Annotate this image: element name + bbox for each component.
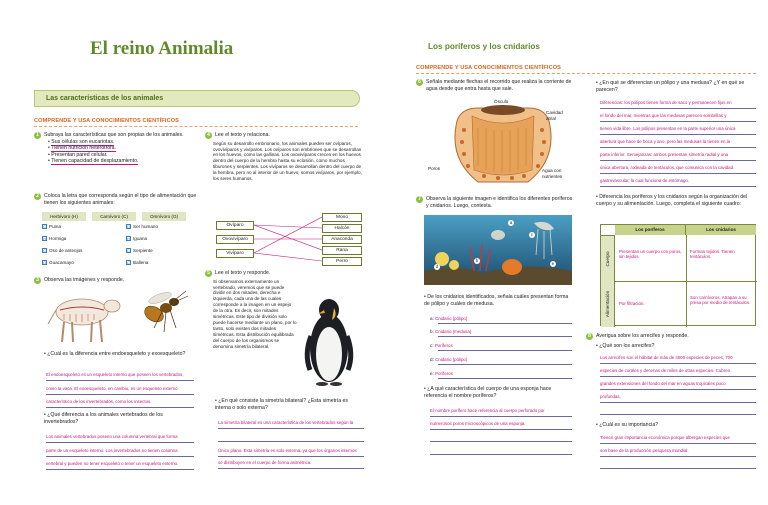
list-item: d: Cnidario (pólipo) <box>430 357 468 362</box>
list-item: • Tienen capacidad de desplazamiento. <box>48 158 139 165</box>
question-7a: • De los cnidarios identificados, señala cuáles presentan forma de pólipo y cuáles de medusa. <box>424 294 569 307</box>
answer-line: El endoesqueleto es un esqueleto interno que poseen los vertebrados, <box>46 372 184 377</box>
list-item: e: Poríferos <box>430 371 453 376</box>
answer-rule <box>46 407 194 408</box>
answer-rule <box>46 456 194 457</box>
question-2 <box>34 193 202 206</box>
answer-line: Los arrecifes son el hábitat de más de 4000 especies de peces, 700 <box>600 355 733 360</box>
answer-line: como la vaca. El exoesqueleto, en cambio, es un esqueleto externo <box>46 386 178 391</box>
row-label: Alimentación <box>605 290 610 318</box>
animal-item: H Iguana <box>127 236 148 242</box>
match-right-item[interactable]: Perro <box>322 257 362 266</box>
question-text: Señala mediante flechas el recorrido que realiza la corriente de agua desde que entra hasta que sale. <box>426 79 572 92</box>
table-header: Los poríferos <box>615 225 686 235</box>
row-label-cell <box>601 281 615 327</box>
table-cell: Forman tejidos. Tienen tentáculos. <box>690 249 735 260</box>
row-divider <box>601 281 757 282</box>
question-8a: • ¿En qué se diferencian un pólipo y una medusa? ¿Y en qué se parecen? <box>596 80 745 93</box>
heading-rule <box>34 126 358 127</box>
table-cell: Por filtración. <box>619 301 645 306</box>
question-7b: • ¿A qué característica del cuerpo de una esponja hace referencia el nombre poríferos? <box>424 386 552 399</box>
row-label-cell <box>601 235 615 281</box>
question-3 <box>34 277 124 284</box>
section-heading: COMPRENDE Y USA CONOCIMIENTOS CIENTÍFICOS <box>34 118 179 124</box>
diagram-label-cavidad: Cavidad atrial <box>546 110 563 121</box>
question-text: Lee el texto y responde. <box>215 270 271 276</box>
answer-line: Diferencias: los pólipos tienen forma de saco y permanecen fijos en <box>600 100 732 105</box>
question-5a: • ¿En qué consiste la simetría bilateral? ¿Esta simetría es interna o solo externa? <box>215 398 349 411</box>
question-6 <box>416 79 591 92</box>
animal-item: C Ballena <box>127 260 149 266</box>
answer-rule <box>600 468 756 469</box>
answer-rule <box>600 121 756 122</box>
photo-label-d: d <box>435 264 439 269</box>
photo-label-a: a <box>509 220 513 225</box>
answer-rule <box>600 456 756 457</box>
question-5 <box>205 270 295 349</box>
page-title: El reino Animalia <box>90 38 234 59</box>
answer-line: Único plano. Esta simetría es solo externa, ya que los órganos internos <box>218 448 357 453</box>
answer-rule <box>430 454 572 455</box>
answer-line: tienen vida libre. Los pólipos presentan en la parte superior una única <box>600 126 736 131</box>
answer-line: el fondo del mar, mientras que las medusas parecen sombrillas y <box>600 113 727 118</box>
answer-rule <box>600 173 756 174</box>
answer-rule <box>600 134 756 135</box>
animal-item: C Oso de anteojos <box>43 248 83 254</box>
question-8 <box>586 333 756 340</box>
comparison-table <box>600 224 756 326</box>
answer-line: parte inferior. Semejanzas: ambos presentan simetría radial y una <box>600 152 729 157</box>
question-8-1: • ¿Qué son los arrecifes? <box>596 343 655 349</box>
answer-line: El nombre porífero hace referencia al cuerpo perforado por <box>430 408 545 413</box>
list-item: c: Poríferos <box>430 343 453 348</box>
answer-rule <box>218 441 364 442</box>
match-left-item[interactable]: Ovovivíparo <box>216 235 254 244</box>
answer-line: vertebral y pueden no tener esqueleto o tener un esqueleto externo. <box>46 461 179 466</box>
question-number: 3 <box>34 277 41 284</box>
question-text: Observa la siguiente imagen e identifica los diferentes poríferos y cnidarios. Luego, contesta. <box>426 196 573 209</box>
list-item: • Tienen nutrición heterótrofa. <box>48 145 116 152</box>
diagram-label-osculo: Ósculo <box>494 99 509 104</box>
answer-line: parte de un esqueleto interno. Los invertebrados no tienen columna <box>46 448 178 453</box>
question-text: Observa las imágenes y responde. <box>44 277 125 283</box>
question-text: Coloca la letra que corresponda según el tipo de alimentación que tienen los siguientes animales: <box>44 193 197 206</box>
match-right-item[interactable]: Mono <box>322 213 362 222</box>
answer-rule <box>600 108 756 109</box>
question-8b: • Diferencia los poríferos y los cnidarios según la organización del cuerpo y su alimentación. Luego, completa el siguiente cuadro: <box>596 194 748 207</box>
answer-line: especies de corales y decenas de miles de otras especies. Cubren <box>600 368 731 373</box>
answer-rule <box>600 414 756 415</box>
match-right-item[interactable]: Rana <box>322 246 362 255</box>
table-header: Los cnidarios <box>686 225 756 235</box>
answer-rule <box>600 363 756 364</box>
underwater-photo <box>424 215 572 285</box>
list-item: a: Cnidario (pólipo) <box>430 316 468 321</box>
answer-rule <box>46 380 194 381</box>
answer-line: grandes extensiones del fondo del mar en aguas tropicales poco <box>600 381 726 386</box>
answer-line: profundas. <box>600 394 621 399</box>
answer-line: abertura que hace de boca y ano, pero las medusas la tienen en la <box>600 139 731 144</box>
question-text: Subraya las características que son propias de los animales. <box>44 132 184 138</box>
answer-rule <box>218 428 364 429</box>
animal-item: C Puma <box>43 224 62 230</box>
reading-text: Si observamos externamente un vertebrado, veremos que se puede dividir en dos mitades, derecha e izquierda, cada una de las cuales corresponde a la imagen en un espejo de la otra. Es decir, son mitades simétricas. Este tipo de división solo puede hacerse mediante un plano, por lo tanto, solo existen dos mitades simétricas. Esta distribución equilibrada del cuerpo de los organismos se denomina simetría bilateral. <box>213 278 297 349</box>
question-number: 4 <box>205 132 212 139</box>
table-cell: Son carnívoros. Atrapan a su presa por medio de tentáculos. <box>690 295 751 306</box>
answer-line: única abertura, rodeada de tentáculos, que comunica con la cavidad <box>600 165 734 170</box>
question-text: Averigua sobre los arrecifes y responde. <box>596 333 689 339</box>
question-number: 5 <box>205 270 212 277</box>
question-1 <box>34 132 199 165</box>
question-number: 6 <box>416 79 423 86</box>
answer-rule <box>600 402 756 403</box>
answer-rule <box>438 364 572 365</box>
cow-skeleton-illustration <box>42 290 124 346</box>
question-number: 8 <box>586 333 593 340</box>
category-herbivoro: Herbívoro (H) <box>42 212 86 221</box>
animal-item: C Serpiente <box>127 248 153 254</box>
answer-line: Los animales vertebrados poseen una columna vertebral que forma <box>46 434 178 439</box>
answer-rule <box>600 443 756 444</box>
answer-rule <box>600 376 756 377</box>
answer-rule <box>600 186 756 187</box>
answer-rule <box>438 336 572 337</box>
answer-rule <box>600 147 756 148</box>
animal-item: O Ser humano <box>127 224 159 230</box>
diagram-label-agua: Agua con nutrientes <box>542 168 563 179</box>
answer-rule <box>430 416 572 417</box>
answer-rule <box>600 160 756 161</box>
wasp-illustration <box>132 288 192 338</box>
answer-rule <box>430 429 572 430</box>
match-right-item[interactable]: Anaconda <box>322 235 362 244</box>
answer-line: son base de la producción pesquera mundial. <box>600 448 689 453</box>
list-item: b: Cnidario (medusa) <box>430 329 472 334</box>
answer-line: La simetría bilateral es una característica de los vertebrados según la <box>218 420 354 425</box>
answer-line: se distribuyen en el cuerpo de forma asimétrica. <box>218 460 312 465</box>
question-4 <box>205 132 365 182</box>
category-carnivoro: Carnívoro (C) <box>92 212 136 221</box>
question-number: 2 <box>34 193 41 200</box>
heading-rule <box>416 73 756 74</box>
row-label: Cuerpo <box>605 251 610 267</box>
question-3b: • ¿Qué diferencia a los animales vertebrados de los invertebrados? <box>44 412 163 425</box>
photo-label-b: b <box>475 258 479 263</box>
diet-categories <box>42 212 192 221</box>
answer-line: característico de los invertebrados, como los insectos. <box>46 399 152 404</box>
answer-rule <box>430 441 572 442</box>
section-heading: COMPRENDE Y USA CONOCIMIENTOS CIENTÍFICOS <box>416 65 561 71</box>
table-cell: Presentan un cuerpo con poros, sin tejidos. <box>619 249 682 260</box>
list-item: • Sus células son eucariotas. <box>48 138 115 145</box>
match-left-item[interactable]: Vivíparo <box>216 249 254 258</box>
answer-line: numerosos poros microscópicos de una esponja. <box>430 421 526 426</box>
question-3a: • ¿Cuál es la diferencia entre endoesqueleto y exoesqueleto? <box>44 351 186 357</box>
question-7 <box>416 196 591 209</box>
photo-label-e: e <box>551 261 555 266</box>
animal-item: O Guacamayo <box>43 260 74 266</box>
animal-item: H Hormiga <box>43 236 67 242</box>
answer-rule <box>46 442 194 443</box>
match-left-item[interactable]: Ovíparo <box>216 221 254 230</box>
list-item: • Presentan pared celular. <box>48 151 108 158</box>
answer-rule <box>438 378 572 379</box>
answer-rule <box>438 350 572 351</box>
answer-rule <box>600 389 756 390</box>
page-title: Los poríferos y los cnidarios <box>428 42 540 51</box>
right-page <box>384 0 768 505</box>
section-bar-label: Las características de los animales <box>46 95 164 102</box>
question-text: Lee el texto y relaciona. <box>215 132 270 138</box>
penguin-illustration <box>298 296 360 388</box>
question-number: 1 <box>34 132 41 139</box>
answer-line: gastrovascular, la cual funciona de estómago. <box>600 178 690 183</box>
match-lines <box>254 213 322 267</box>
answer-line: Tienen gran importancia económica porque albergan especies que <box>600 435 730 440</box>
category-omnivoro: Omnívoro (O) <box>142 212 186 221</box>
answer-rule <box>218 468 364 469</box>
answer-rule <box>46 394 194 395</box>
answer-rule <box>46 469 194 470</box>
match-right-item[interactable]: Halcón <box>322 224 362 233</box>
answer-rule <box>218 456 364 457</box>
question-8-2: • ¿Cuál es su importancia? <box>596 422 659 428</box>
answer-rule <box>438 323 572 324</box>
photo-label-c: c <box>530 232 534 237</box>
question-number: 7 <box>416 196 423 203</box>
diagram-label-poros: Poros <box>428 166 441 171</box>
reading-text: Según su desarrollo embrionario, los animales pueden ser ovíparos, ovovivíparos y vivíparos. Los ovíparos son embriones que se desarrollan en los huevos, como las gallinas. Los ovovivíparos crecen en los huevos dentro del cuerpo de la hembra hasta su eclosión, como muchos tiburones y serpientes. Los vivíparos se desarrollan dentro del cuerpo de la hembra, pero no al interior de un huevo; somos vivíparos, por ejemplo, los seres humanos. <box>213 140 362 182</box>
